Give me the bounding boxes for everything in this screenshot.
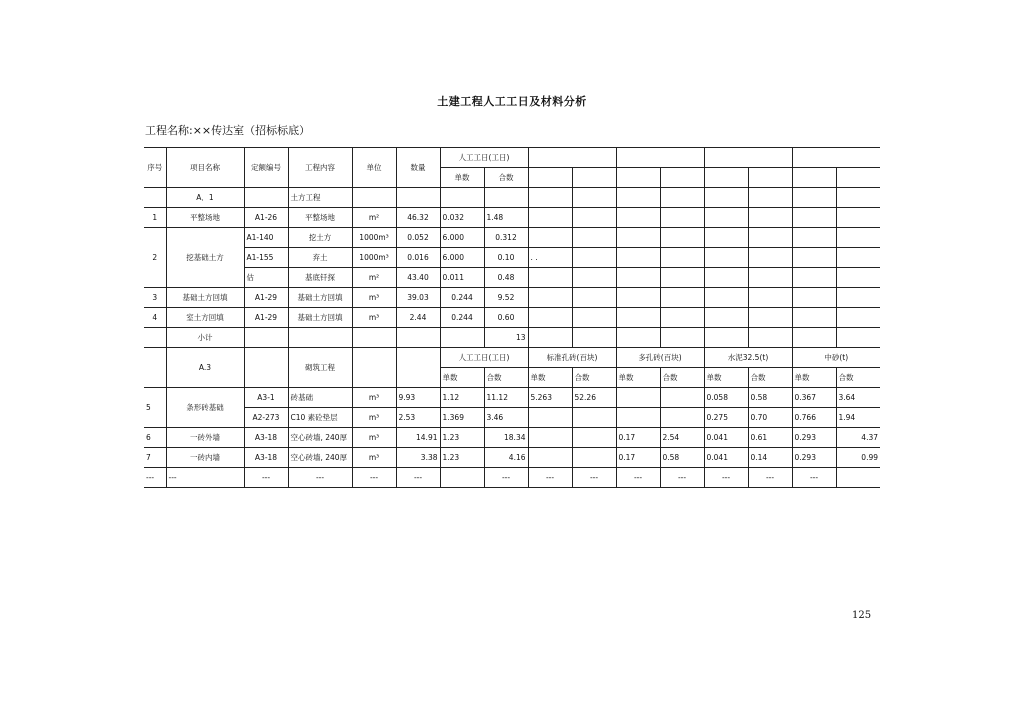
table-cell: m³	[352, 388, 396, 408]
table-cell: m³	[352, 288, 396, 308]
table-cell	[748, 268, 792, 288]
table-cell	[792, 148, 880, 168]
subheader-unit: 单数	[792, 368, 836, 388]
table-cell: 1.23	[440, 428, 484, 448]
table-cell: 3	[144, 288, 166, 308]
table-cell: 1000m³	[352, 228, 396, 248]
table-cell: 0.17	[616, 448, 660, 468]
table-cell: ---	[572, 468, 616, 488]
table-cell	[352, 348, 396, 388]
table-cell	[792, 288, 836, 308]
table-cell	[704, 328, 748, 348]
table-cell	[144, 328, 166, 348]
subheader-unit: 单数	[528, 368, 572, 388]
table-cell: m³	[352, 428, 396, 448]
group-header: 人工工日(工日)	[440, 348, 528, 368]
table-cell	[616, 168, 660, 188]
table-cell	[440, 188, 484, 208]
table-cell: 3.64	[836, 388, 880, 408]
table-cell	[660, 168, 704, 188]
section-code: A.3	[166, 348, 244, 388]
table-cell	[704, 288, 748, 308]
table-cell: 6.000	[440, 228, 484, 248]
table-cell	[528, 268, 572, 288]
table-cell: 0.244	[440, 288, 484, 308]
section-row	[144, 348, 880, 368]
table-cell	[616, 268, 660, 288]
table-cell: 0.367	[792, 388, 836, 408]
page-number: 125	[852, 610, 872, 621]
table-cell: ---	[748, 468, 792, 488]
table-cell	[792, 208, 836, 228]
table-cell: 5.263	[528, 388, 572, 408]
table-cell: 空心砖墙, 240厚	[288, 428, 352, 448]
table-cell: 46.32	[396, 208, 440, 228]
table-cell: 0.70	[748, 408, 792, 428]
table-cell: ---	[144, 468, 166, 488]
table-cell	[440, 328, 484, 348]
table-cell	[616, 408, 660, 428]
table-cell	[572, 248, 616, 268]
table-cell: 挖基础土方	[166, 228, 244, 288]
table-cell	[440, 468, 484, 488]
table-cell: 39.03	[396, 288, 440, 308]
table-cell: 条形砖基础	[166, 388, 244, 428]
table-cell: 室土方回填	[166, 308, 244, 328]
table-cell	[836, 468, 880, 488]
table-cell	[704, 228, 748, 248]
table-cell: ---	[528, 468, 572, 488]
table-cell: 6	[144, 428, 166, 448]
table-cell	[704, 168, 748, 188]
table-cell: 0.58	[660, 448, 704, 468]
table-cell: 基础土方回填	[288, 288, 352, 308]
table-cell	[244, 188, 288, 208]
table-cell: 0.312	[484, 228, 528, 248]
header-item-name: 项目名称	[166, 148, 244, 188]
ellipsis-row	[144, 468, 880, 488]
table-cell	[704, 268, 748, 288]
table-cell	[836, 228, 880, 248]
table-cell: 14.91	[396, 428, 440, 448]
table-cell	[144, 188, 166, 208]
subheader-unit: 单数	[704, 368, 748, 388]
table-cell: ---	[616, 468, 660, 488]
table-cell	[616, 248, 660, 268]
table-cell: 平整场地	[288, 208, 352, 228]
table-cell: A3-1	[244, 388, 288, 408]
table-cell	[528, 208, 572, 228]
table-cell: C10 素砼垫层	[288, 408, 352, 428]
page-title: 土建工程人工工日及材料分析	[437, 95, 587, 108]
table-cell: 1.48	[484, 208, 528, 228]
table-cell	[616, 288, 660, 308]
table-cell: 0.058	[704, 388, 748, 408]
header-unit: 单位	[352, 148, 396, 188]
table-cell	[616, 148, 704, 168]
table-cell	[836, 268, 880, 288]
table-cell: A1-29	[244, 308, 288, 328]
table-row	[144, 428, 880, 448]
table-row	[144, 268, 880, 288]
table-cell: 6.000	[440, 248, 484, 268]
table-cell: 基础土方回填	[288, 308, 352, 328]
table-cell: 9.52	[484, 288, 528, 308]
table-cell: 空心砖墙, 240厚	[288, 448, 352, 468]
table-cell: 4	[144, 308, 166, 328]
group-header: 中砂(t)	[792, 348, 880, 368]
header-labor: 人工工日(工日)	[440, 148, 528, 168]
table-cell: 挖土方	[288, 228, 352, 248]
table-cell	[748, 308, 792, 328]
table-cell	[572, 408, 616, 428]
header-quantity: 数量	[396, 148, 440, 188]
table-cell	[836, 248, 880, 268]
table-cell: A1-26	[244, 208, 288, 228]
table-cell	[836, 208, 880, 228]
table-cell	[836, 308, 880, 328]
table-cell	[528, 428, 572, 448]
table-row	[144, 228, 880, 248]
table-cell	[572, 308, 616, 328]
table-cell: 2.44	[396, 308, 440, 328]
table-cell	[528, 288, 572, 308]
table-cell	[528, 188, 572, 208]
group-header: 标准孔砖(百块)	[528, 348, 616, 368]
table-cell: 5	[144, 388, 166, 428]
table-cell	[528, 148, 616, 168]
table-cell	[572, 208, 616, 228]
table-cell	[396, 188, 440, 208]
table-cell	[748, 228, 792, 248]
table-row	[144, 388, 880, 408]
table-cell: 0.011	[440, 268, 484, 288]
subheader-total: 合数	[836, 368, 880, 388]
table-cell: 1.23	[440, 448, 484, 468]
table-cell: A3-18	[244, 448, 288, 468]
table-cell: . .	[528, 248, 572, 268]
table-cell: 1.12	[440, 388, 484, 408]
table-cell: 18.34	[484, 428, 528, 448]
table-cell: 0.61	[748, 428, 792, 448]
table-cell: 0.275	[704, 408, 748, 428]
table-cell	[660, 188, 704, 208]
table-cell: 2	[144, 228, 166, 288]
table-cell: 一砖外墙	[166, 428, 244, 448]
table-cell: 砖基础	[288, 388, 352, 408]
table-cell	[660, 268, 704, 288]
table-cell	[792, 248, 836, 268]
table-cell: 1000m³	[352, 248, 396, 268]
table-cell: 0.052	[396, 228, 440, 248]
table-cell: 0.58	[748, 388, 792, 408]
group-header: 水泥32.5(t)	[704, 348, 792, 368]
table-row	[144, 448, 880, 468]
table-cell: A3-18	[244, 428, 288, 448]
table-row	[144, 248, 880, 268]
table-cell	[616, 388, 660, 408]
table-cell: 43.40	[396, 268, 440, 288]
table-row	[144, 208, 880, 228]
table-cell	[792, 188, 836, 208]
header-row	[144, 148, 880, 168]
table-cell	[704, 248, 748, 268]
table-cell: 1.94	[836, 408, 880, 428]
table-cell: m²	[352, 208, 396, 228]
table-cell	[572, 268, 616, 288]
table-cell: 0.041	[704, 428, 748, 448]
table-cell: 平整场地	[166, 208, 244, 228]
table-row	[144, 308, 880, 328]
table-cell	[704, 148, 792, 168]
table-cell	[660, 288, 704, 308]
table-cell: A2-273	[244, 408, 288, 428]
table-cell	[836, 288, 880, 308]
table-cell: ---	[792, 468, 836, 488]
table-cell: 0.244	[440, 308, 484, 328]
table-cell	[660, 208, 704, 228]
table-cell	[616, 328, 660, 348]
section-code: A．1	[166, 188, 244, 208]
table-cell	[352, 328, 396, 348]
table-cell	[244, 348, 288, 388]
table-cell	[748, 168, 792, 188]
table-cell	[396, 328, 440, 348]
table-cell	[748, 328, 792, 348]
table-cell: m³	[352, 408, 396, 428]
table-cell: A1-140	[244, 228, 288, 248]
table-cell: m²	[352, 268, 396, 288]
section-title: 砌筑工程	[288, 348, 352, 388]
table-cell: A1-29	[244, 288, 288, 308]
table-cell: 0.14	[748, 448, 792, 468]
table-cell	[660, 328, 704, 348]
table-cell	[396, 348, 440, 388]
table-cell	[572, 288, 616, 308]
table-cell: 基底钎探	[288, 268, 352, 288]
table-cell	[660, 248, 704, 268]
table-cell: 1	[144, 208, 166, 228]
subtotal-row	[144, 328, 880, 348]
table-cell	[528, 408, 572, 428]
subheader-total: 合数	[484, 368, 528, 388]
table-row	[144, 288, 880, 308]
table-cell	[792, 308, 836, 328]
table-cell	[748, 248, 792, 268]
subtotal-label: 小计	[166, 328, 244, 348]
table-cell	[660, 308, 704, 328]
table-cell: ---	[396, 468, 440, 488]
table-cell	[748, 208, 792, 228]
table-cell: 2.53	[396, 408, 440, 428]
table-cell	[616, 188, 660, 208]
subtotal-value: 13	[484, 328, 528, 348]
table-cell	[484, 188, 528, 208]
table-cell	[704, 188, 748, 208]
section-row	[144, 188, 880, 208]
header-seq: 序号	[144, 148, 166, 188]
table-cell: 0.293	[792, 428, 836, 448]
subheader-unit: 单数	[616, 368, 660, 388]
table-cell	[704, 208, 748, 228]
table-body	[144, 148, 880, 488]
table-cell	[792, 268, 836, 288]
subheader-total: 合数	[748, 368, 792, 388]
table-cell: 4.16	[484, 448, 528, 468]
table-cell: 0.60	[484, 308, 528, 328]
subheader-total: 合数	[572, 368, 616, 388]
header-total-amt: 合数	[484, 168, 528, 188]
section-title: 土方工程	[288, 188, 352, 208]
table-cell	[572, 448, 616, 468]
table-cell	[616, 228, 660, 248]
table-cell: 3.38	[396, 448, 440, 468]
project-name: 工程名称:××传达室（招标标底）	[145, 124, 311, 137]
table-cell	[528, 228, 572, 248]
table-cell: 9.93	[396, 388, 440, 408]
table-cell: m³	[352, 448, 396, 468]
table-cell: 0.016	[396, 248, 440, 268]
table-cell	[528, 448, 572, 468]
table-row	[144, 408, 880, 428]
table-cell: ---	[484, 468, 528, 488]
table-cell: m³	[352, 308, 396, 328]
header-unit-amt: 单数	[440, 168, 484, 188]
table-cell	[572, 328, 616, 348]
table-cell: ---	[166, 468, 244, 488]
table-cell: A1-155	[244, 248, 288, 268]
table-cell: 7	[144, 448, 166, 468]
table-cell	[836, 328, 880, 348]
table-cell	[144, 348, 166, 388]
table-cell	[660, 228, 704, 248]
table-cell	[616, 308, 660, 328]
table-cell: 0.48	[484, 268, 528, 288]
table-cell: 0.032	[440, 208, 484, 228]
table-cell: 1.369	[440, 408, 484, 428]
table-cell: 估	[244, 268, 288, 288]
table-cell	[572, 428, 616, 448]
table-cell	[528, 168, 572, 188]
table-cell	[528, 328, 572, 348]
table-cell	[836, 168, 880, 188]
table-cell: 基础土方回填	[166, 288, 244, 308]
table-cell: ---	[352, 468, 396, 488]
header-content: 工程内容	[288, 148, 352, 188]
table-cell	[748, 288, 792, 308]
table-cell	[288, 328, 352, 348]
table-cell: ---	[244, 468, 288, 488]
table-cell: 弃土	[288, 248, 352, 268]
table-cell: ---	[660, 468, 704, 488]
table-cell	[704, 308, 748, 328]
table-cell: 0.17	[616, 428, 660, 448]
table-cell: 0.293	[792, 448, 836, 468]
table-cell	[352, 188, 396, 208]
table-cell: ---	[704, 468, 748, 488]
table-cell: 2.54	[660, 428, 704, 448]
subheader-unit: 单数	[440, 368, 484, 388]
group-header: 多孔砖(百块)	[616, 348, 704, 368]
table-cell: 0.041	[704, 448, 748, 468]
table-cell: 4.37	[836, 428, 880, 448]
table-cell	[616, 208, 660, 228]
table-cell: 0.10	[484, 248, 528, 268]
table-cell: ---	[288, 468, 352, 488]
table-cell: 0.99	[836, 448, 880, 468]
table-cell: 52.26	[572, 388, 616, 408]
table-cell	[528, 308, 572, 328]
table-cell	[572, 168, 616, 188]
table-cell	[572, 188, 616, 208]
table-cell: 11.12	[484, 388, 528, 408]
table-cell	[244, 328, 288, 348]
subheader-total: 合数	[660, 368, 704, 388]
table-cell: 一砖内墙	[166, 448, 244, 468]
table-cell: 0.766	[792, 408, 836, 428]
table-cell	[572, 228, 616, 248]
table-cell	[792, 228, 836, 248]
table-cell	[836, 188, 880, 208]
header-norm-no: 定额编号	[244, 148, 288, 188]
table-cell: 3.46	[484, 408, 528, 428]
table-cell	[660, 408, 704, 428]
table-cell	[660, 388, 704, 408]
table-cell	[792, 328, 836, 348]
table-cell	[748, 188, 792, 208]
table-cell	[792, 168, 836, 188]
analysis-table	[144, 147, 880, 488]
